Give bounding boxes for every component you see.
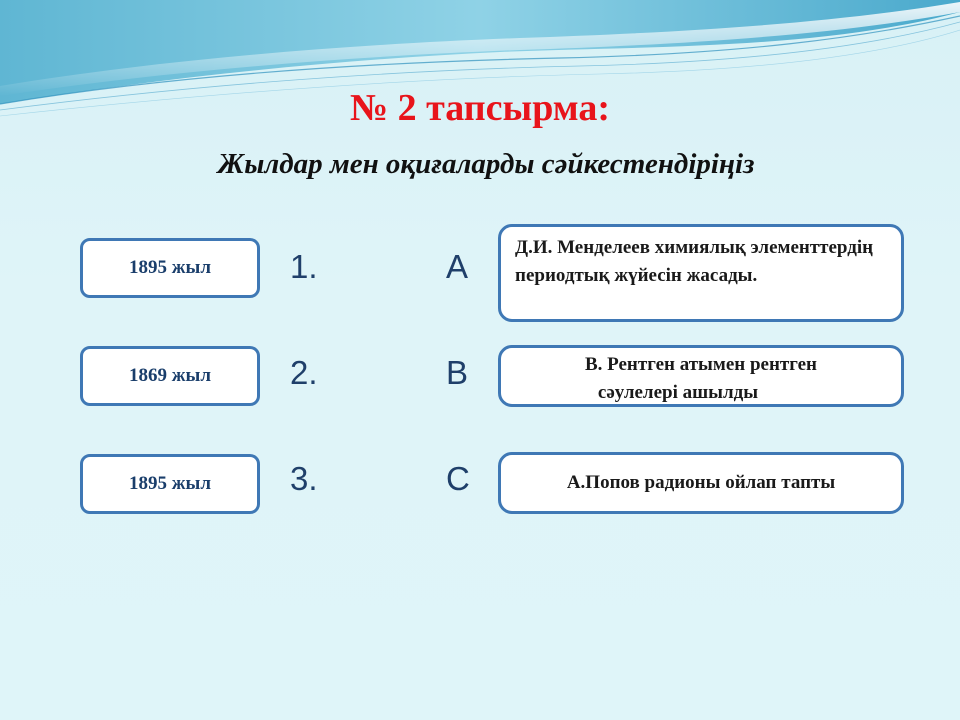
- option-letter-b: В: [446, 354, 469, 391]
- event-box-c[interactable]: [498, 452, 904, 514]
- option-letter-a: А: [446, 248, 469, 285]
- year-box-1[interactable]: 1895 жыл: [80, 238, 260, 298]
- page-title: № 2 тапсырма:: [349, 87, 611, 129]
- event-text-c: А.Попов радионы ойлап тапты: [566, 472, 836, 493]
- task-instruction: Жылдар мен оқиғаларды сәйкестендіріңіз: [217, 148, 755, 180]
- option-letter-c: С: [446, 460, 470, 497]
- event-text-b-line2: сәулелері ашылды: [597, 382, 759, 403]
- event-box-b[interactable]: [498, 345, 904, 407]
- item-number-2: 2.: [290, 354, 318, 391]
- event-text-b-line1: В. Рентген атымен рентген: [584, 354, 818, 375]
- event-text-a: Д.И. Менделеев химиялық элементтердің периодтық жүйесін жасады.: [515, 237, 874, 286]
- event-box-a[interactable]: [498, 224, 904, 322]
- year-box-3[interactable]: 1895 жыл: [80, 454, 260, 514]
- item-number-1: 1.: [290, 248, 318, 285]
- year-box-2[interactable]: 1869 жыл: [80, 346, 260, 406]
- item-number-3: 3.: [290, 460, 318, 497]
